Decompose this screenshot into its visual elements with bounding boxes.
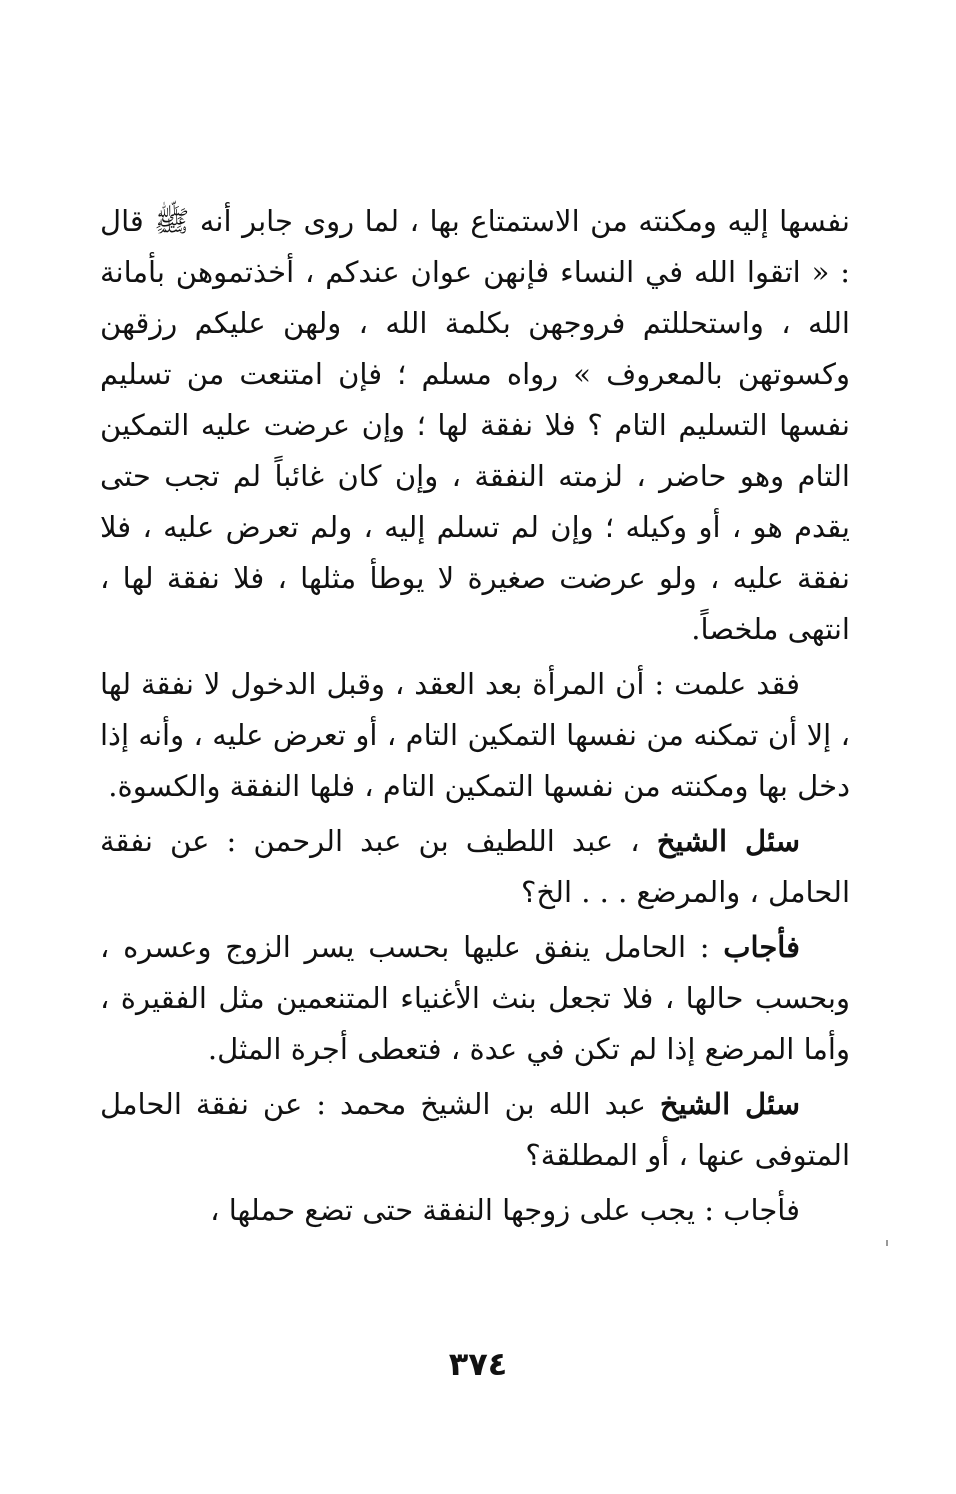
paragraph-5-lead: سئل الشيخ — [659, 1087, 801, 1121]
paragraph-1 — [100, 196, 850, 655]
paragraph-4-text: : الحامل ينفق عليها بحسب يسر الزوج وعسره ، وبحسب حالها ، فلا تجعل بنث الأغنياء المتنعمين مثل الفقيرة ، وأما المرضع إذا لم تكن في عدة ، فتعطى أجرة المثل. — [100, 930, 850, 1066]
paragraph-3 — [100, 816, 850, 918]
paragraph-5-text: عبد الله بن الشيخ محمد : عن نفقة الحامل المتوفى عنها ، أو المطلقة؟ — [100, 1087, 850, 1172]
paragraph-6-text: فأجاب : يجب على زوجها النفقة حتى تضع حملها ، — [210, 1193, 800, 1227]
page-number: ٣٧٤ — [448, 1345, 508, 1383]
paragraph-5 — [100, 1079, 850, 1181]
paragraph-6 — [100, 1185, 850, 1236]
paragraph-1-text: نفسها إليه ومكنته من الاستمتاع بها ، لما روى جابر أنه ﷺ قال : « اتقوا الله في النساء فإنهن عوان عندكم ، أخذتموهن بأمانة الله ، واستحللتم فروجهن بكلمة الله ، ولهن عليكم رزقهن وكسوتهن بالمعروف » رواه مسلم ؛ فإن امتنعت من تسليم نفسها التسليم التام ؟ فلا نفقة لها ؛ وإن عرضت عليه التمكين التام وهو حاضر ، لزمته النفقة ، وإن كان غائباً لم تجب حتى يقدم هو ، أو وكيله ؛ وإن لم تسلم إليه ، ولم تعرض عليه ، فلا نفقة عليه ، ولو عرضت صغيرة لا يوطأ مثلها ، فلا نفقة لها ، انتهى ملخصاً. — [100, 204, 850, 646]
paragraph-4-lead: فأجاب — [723, 930, 800, 964]
paragraph-3-lead: سئل الشيخ — [656, 824, 801, 858]
paragraph-2 — [100, 659, 850, 812]
page-body — [100, 196, 850, 1240]
paragraph-2-text: فقد علمت : أن المرأة بعد العقد ، وقبل الدخول لا نفقة لها ، إلا أن تمكنه من نفسها التمكين التام ، أو تعرض عليه ، وأنه إذا دخل بها ومكنته من نفسها التمكين التام ، فلها النفقة والكسوة. — [100, 667, 850, 803]
paragraph-3-text: ، عبد اللطيف بن عبد الرحمن : عن نفقة الحامل ، والمرضع . . . الخ؟ — [100, 824, 850, 909]
margin-mark — [886, 1240, 888, 1246]
paragraph-4 — [100, 922, 850, 1075]
